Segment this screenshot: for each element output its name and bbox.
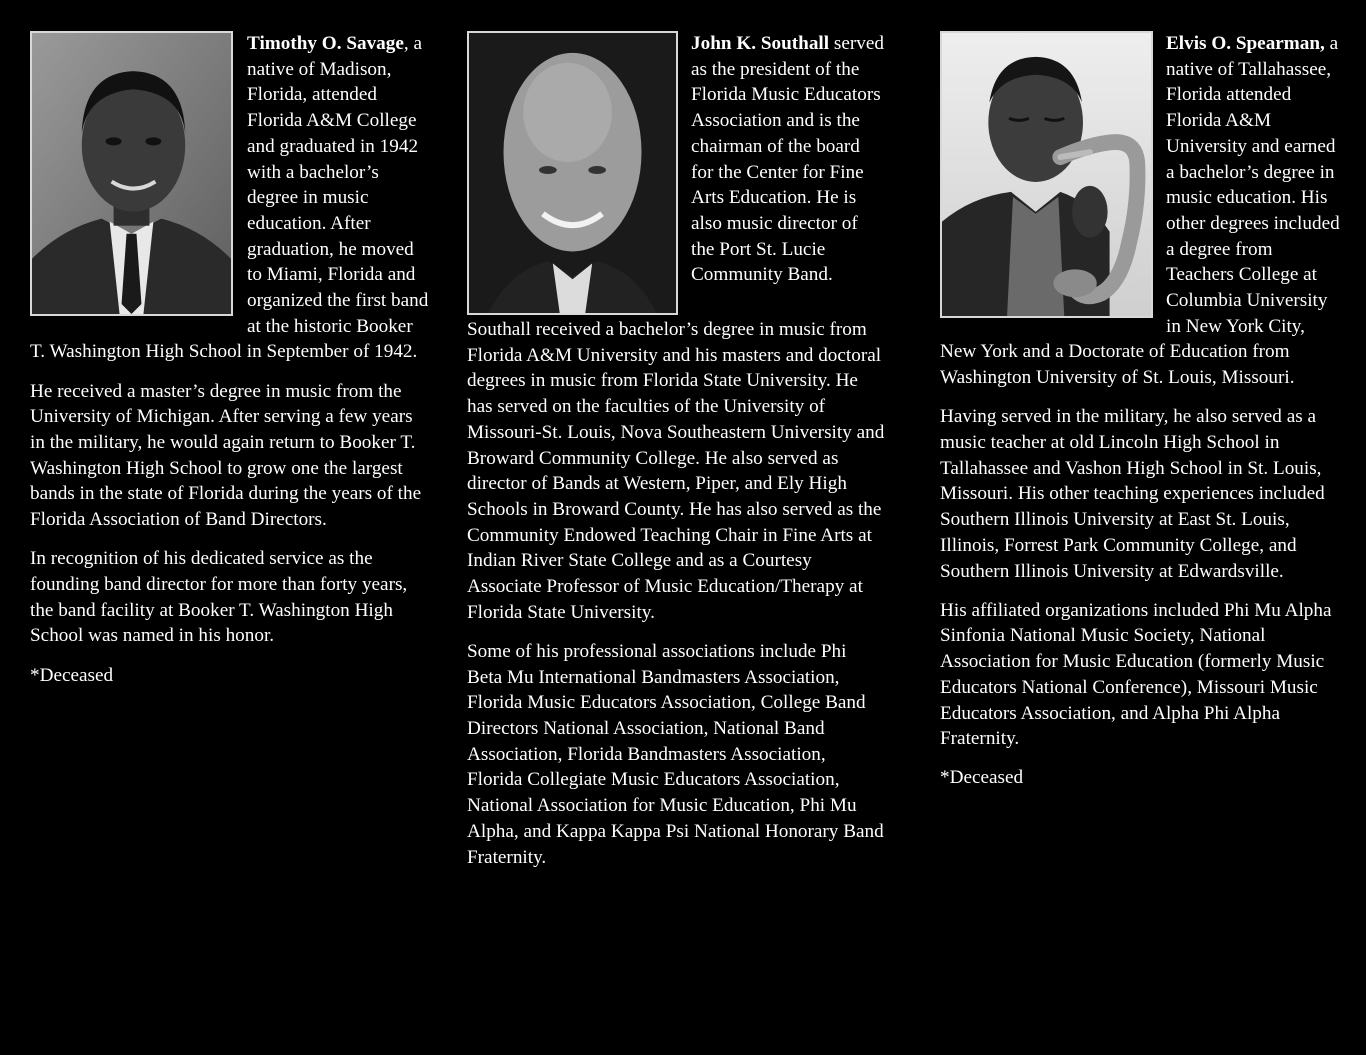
portrait-image-southall	[469, 33, 676, 313]
bio-column-southall	[467, 31, 885, 884]
bio-paragraph-spearman-2: His affiliated organizations included Phi Mu Alpha Sinfonia National Music Society, National Association for Music Education (formerly Music Educators National Conference), Missouri Music Educators Association, and Alpha Phi Alpha Fraternity.	[940, 599, 1332, 750]
name-suffix-savage: ,	[403, 33, 409, 54]
intro-text-spearman: a native of Tallahassee, Florida attended Florida A&M University and earned a bachelor’s degree in music education. His other degrees included a degree from Teachers College at Columbia University in New York City, New York and a Doctorate of Education from Washington University of St. Louis, Missouri.	[940, 33, 1340, 389]
bio-paragraph-spearman-1: Having served in the military, he also served as a music teacher at old Lincoln High School in Tallahassee and Vashon High School in St. Louis, Missouri. His other teaching experiences included Southern Illinois University at East St. Louis, Illinois, Forrest Park Community College, and Southern Illinois University at Edwardsville.	[940, 406, 1325, 582]
bio-paragraph-savage-2: In recognition of his dedicated service as the founding band director for more than forty years, the band facility at Booker T. Washington High School was named in his honor.	[30, 548, 408, 647]
person-name-southall: John K. Southall	[691, 33, 830, 54]
intro-text-southall: served as the president of the Florida Music Educators Association and is the chairman of the board for the Center for Fine Arts Education. He is also music director of the Port St. Lucie Community Band.	[691, 33, 884, 286]
portrait-photo-spearman	[940, 31, 1153, 318]
portrait-image-savage	[32, 33, 231, 314]
portrait-photo-savage	[30, 31, 233, 316]
deceased-note-savage: *Deceased	[30, 664, 114, 686]
person-name-savage: Timothy O. Savage	[247, 33, 404, 54]
bio-column-spearman	[940, 31, 1340, 805]
bio-paragraph-southall-2: Some of his professional associations include Phi Beta Mu International Bandmasters Association, Florida Music Educators Association, College Band Directors National Association, National Band Association, Florida Bandmasters Association, Florida Collegiate Music Educators Association, National Association for Music Education, Phi Mu Alpha, and Kappa Kappa Psi National Honorary Band Fraternity.	[467, 640, 884, 868]
intro-text-savage: a native of Madison, Florida, attended Florida A&M College and graduated in 1942 with a bachelor’s degree in music education. After graduation, he moved to Miami, Florida and organized the first band at the historic Booker T. Washington High School in September of 1942.	[30, 33, 429, 363]
deceased-note-spearman: *Deceased	[940, 767, 1024, 789]
bio-column-savage	[30, 31, 430, 702]
portrait-photo-southall	[467, 31, 678, 315]
bio-paragraph-southall-1: Southall received a bachelor’s degree in music from Florida A&M University and his masters and doctoral degrees in music from Florida State University. He has served on the faculties of the University of Missouri-St. Louis, Nova Southeastern University and Broward Community College. He also served as director of Bands at Western, Piper, and Ely High Schools in Broward County. He has also served as the Community Endowed Teaching Chair in Fine Arts at Indian River State College and as a Courtesy Associate Professor of Music Education/Therapy at Florida State University.	[467, 319, 885, 623]
bio-paragraph-savage-1: He received a master’s degree in music from the University of Michigan. After serving a few years in the military, he would again return to Booker T. Washington High School to grow one the largest bands in the state of Florida during the years of the Florida Association of Band Directors.	[30, 380, 422, 531]
person-name-spearman: Elvis O. Spearman,	[1166, 33, 1325, 54]
portrait-image-spearman	[942, 33, 1151, 316]
